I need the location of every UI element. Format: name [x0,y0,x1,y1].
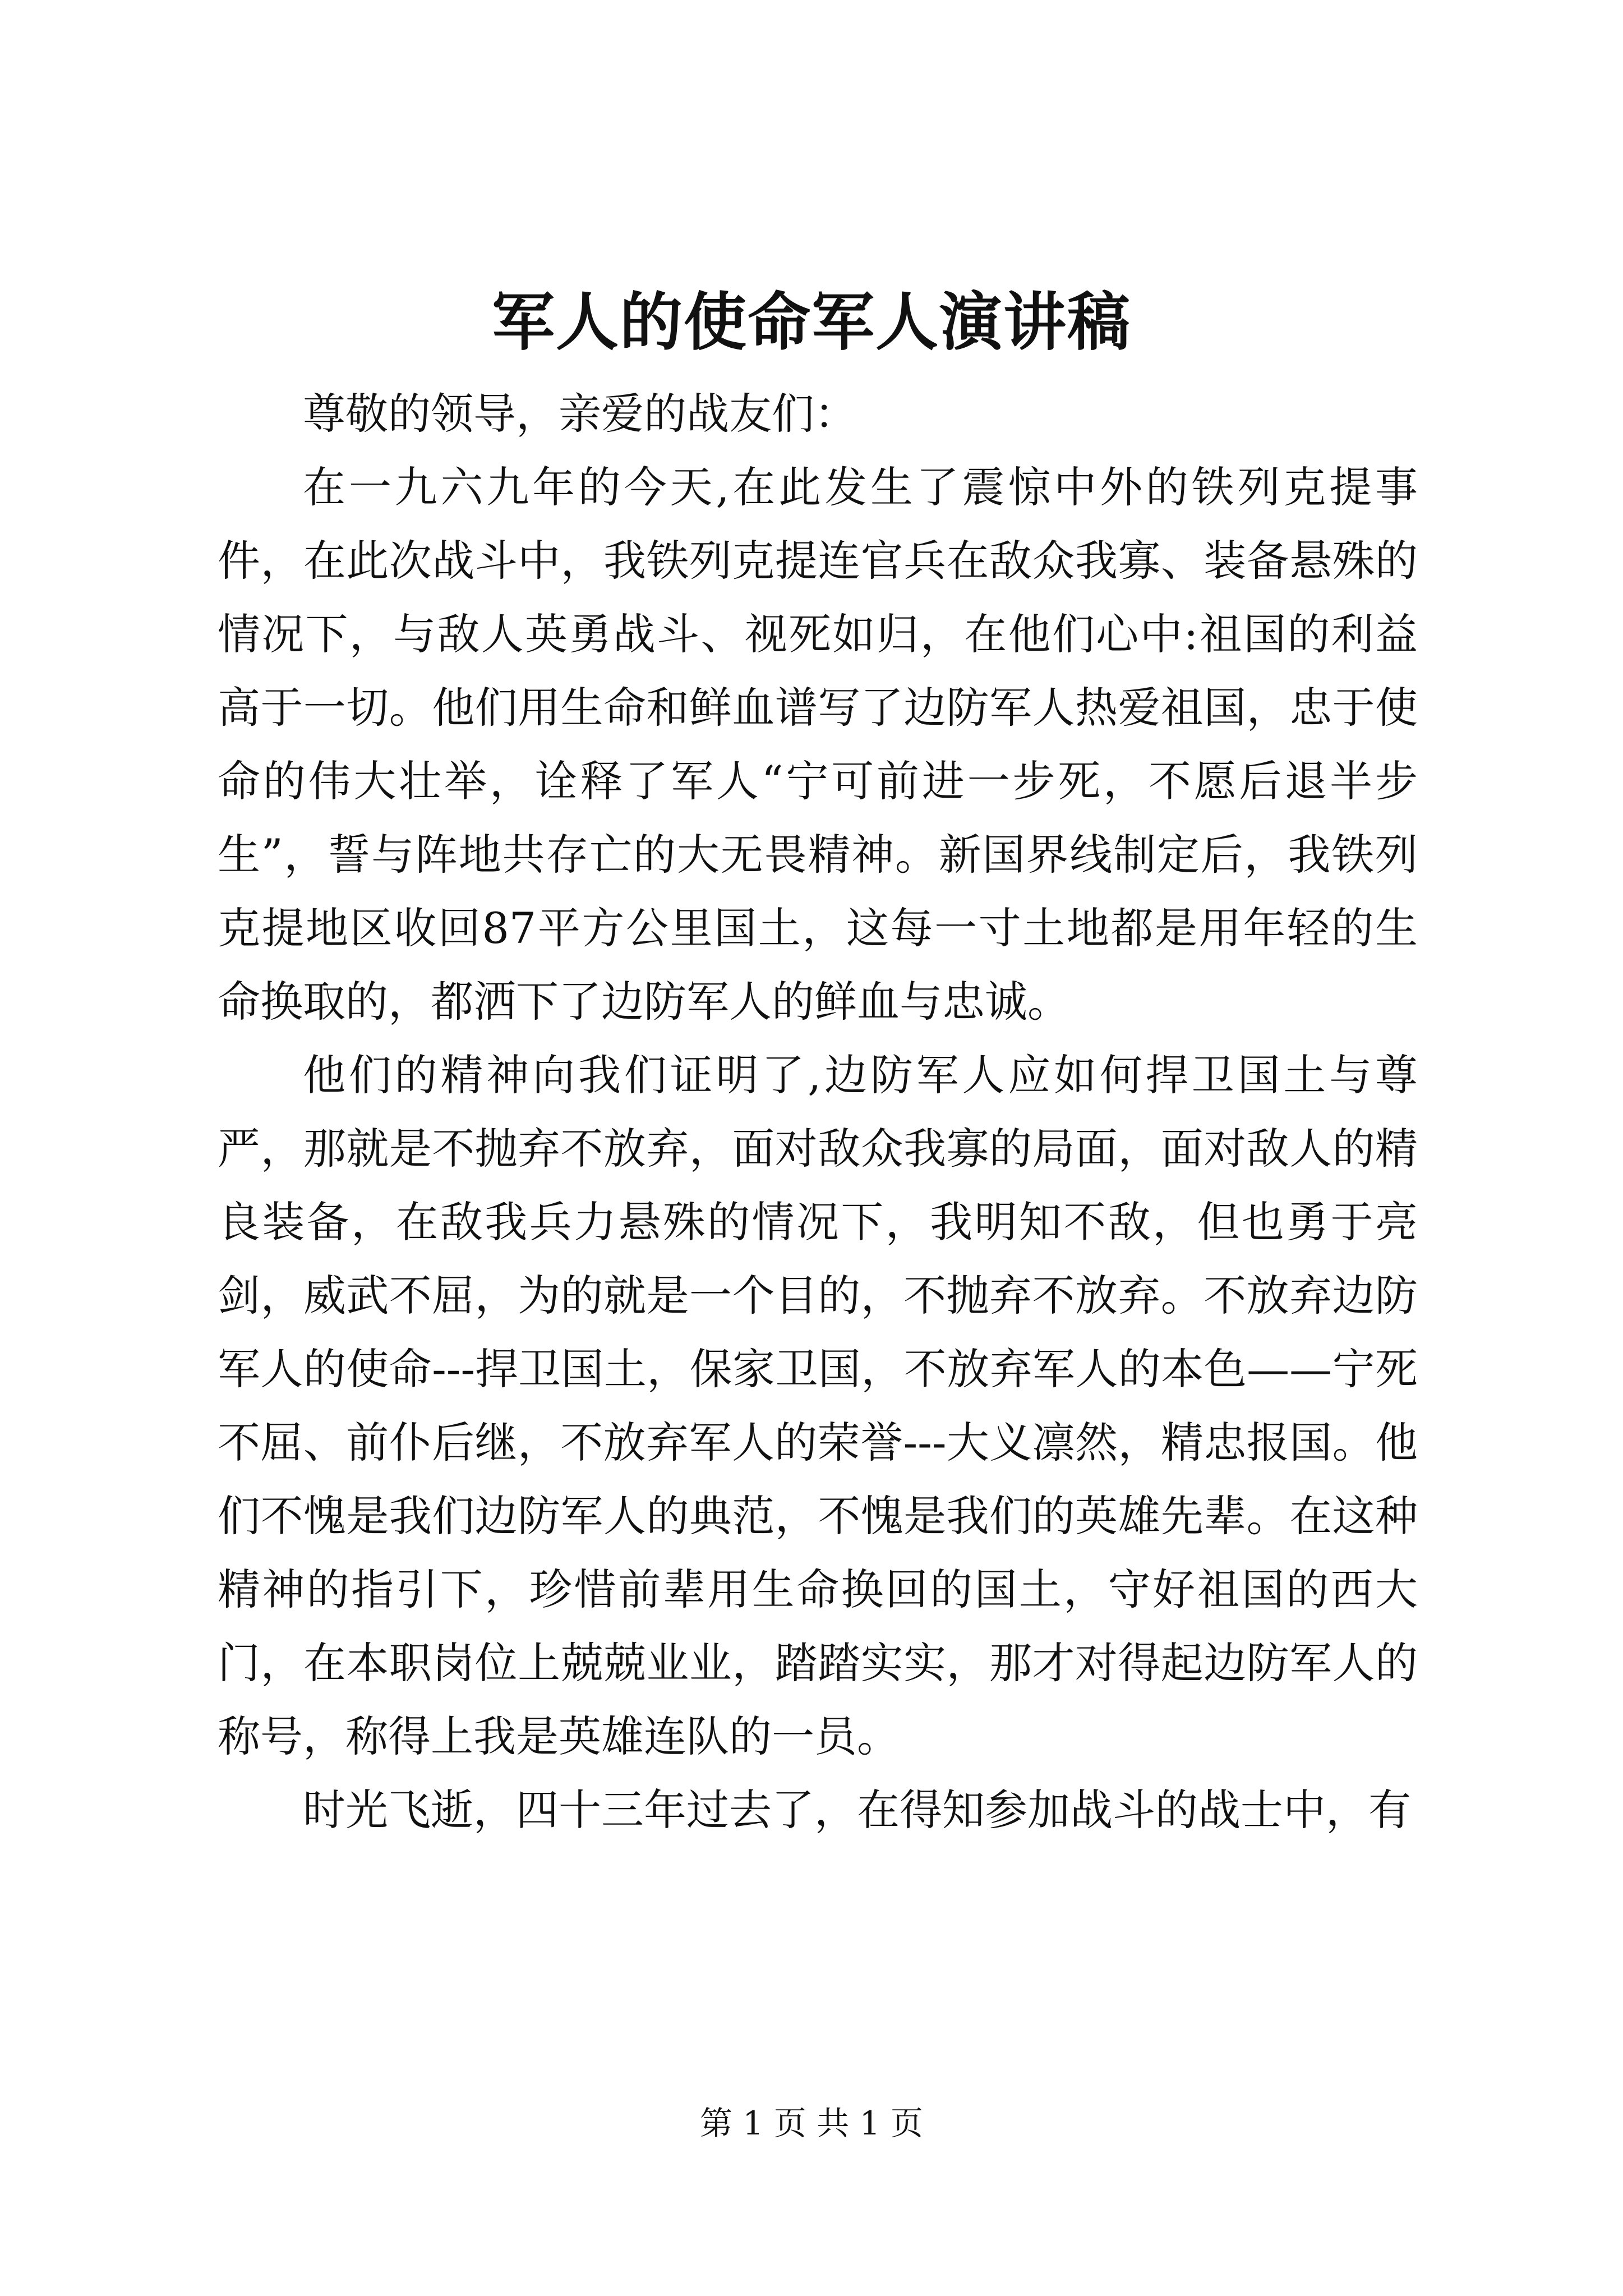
paragraph-3: 时光飞逝，四十三年过去了，在得知参加战斗的战士中，有 [303,1785,1411,1835]
document-title: 军人的使命军人演讲稿 [492,286,1131,359]
page-number-footer: 第 1 页 共 1 页 [700,2104,923,2142]
paragraph-1: 在一九六九年的今天,在此发生了震惊中外的铁列克提事件，在此次战斗中，我铁列克提连官兵在敌众我寡、装备悬殊的情况下，与敌人英勇战斗、视死如归，在他们心中:祖国的利益高于一切。他们用生命和鲜血谱写了边防军人热爱祖国，忠于使命的伟大壮举，诠释了军人“宁可前进一步死，不愿后退半步生”，誓与阵地共存亡的大无畏精神。新国界线制定后，我铁列克提地区收回87平方公里国土，这每一寸土地都是用年轻的生命换取的，都洒下了边防军人的鲜血与忠诚。 [218,462,1418,1027]
paragraph-salutation: 尊敬的领导，亲爱的战友们： [303,389,857,439]
paragraph-2: 他们的精神向我们证明了,边防军人应如何捍卫国土与尊严，那就是不抛弃不放弃，面对敌众我寡的局面，面对敌人的精良装备，在敌我兵力悬殊的情况下，我明知不敌，但也勇于亮剑，威武不屈，为的就是一个目的，不抛弃不放弃。不放弃边防军人的使命---捍卫国土，保家卫国，不放弃军人的本色——宁死不屈、前仆后继，不放弃军人的荣誉---大义凛然，精忠报国。他们不愧是我们边防军人的典范，不愧是我们的英雄先辈。在这种精神的指引下，珍惜前辈用生命换回的国土，守好祖国的西大门，在本职岗位上兢兢业业，踏踏实实，那才对得起边防军人的称号，称得上我是英雄连队的一员。 [218,1050,1418,1761]
document-body [218,377,1418,1847]
